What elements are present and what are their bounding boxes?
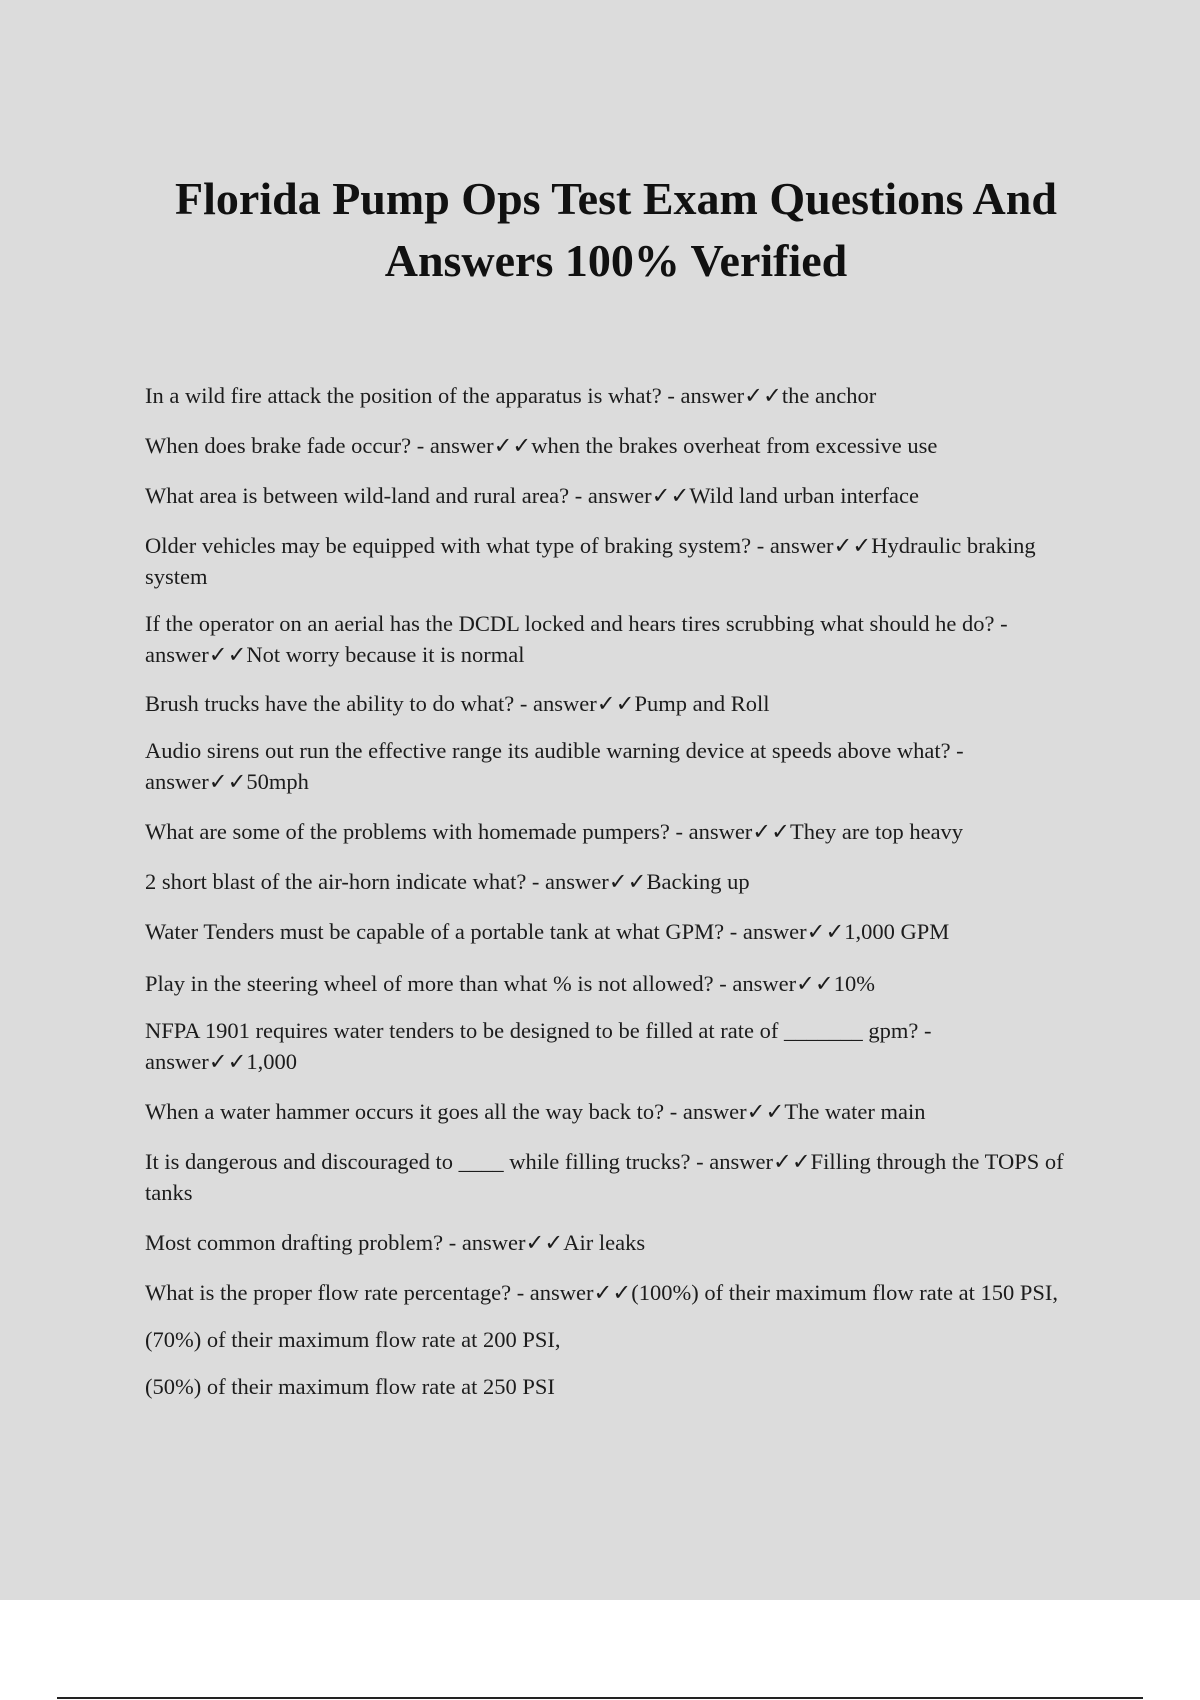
qa-item: When does brake fade occur? - answer✓✓when the brakes overheat from excessive use (145, 433, 938, 458)
qa-item: What area is between wild-land and rural area? - answer✓✓Wild land urban interface (145, 483, 919, 508)
qa-item: If the operator on an aerial has the DCDL locked and hears tires scrubbing what should he do? - answer✓✓Not worry because it is normal (145, 611, 1014, 667)
qa-item: Play in the steering wheel of more than what % is not allowed? - answer✓✓10% (145, 971, 876, 996)
qa-item: It is dangerous and discouraged to ____ while filling trucks? - answer✓✓Filling through the TOPS of tanks (145, 1149, 1070, 1205)
qa-item: NFPA 1901 requires water tenders to be designed to be filled at rate of _______ gpm? - answer✓✓1,000 (145, 1018, 938, 1074)
title-line-1: Florida Pump Ops Test Exam Questions And (175, 173, 1057, 224)
qa-item: Older vehicles may be equipped with what type of braking system? - answer✓✓Hydraulic braking system (145, 533, 1042, 589)
qa-item: (50%) of their maximum flow rate at 250 PSI (145, 1374, 555, 1399)
document-title (100, 168, 1132, 292)
qa-list (145, 380, 1085, 1402)
qa-item: 2 short blast of the air-horn indicate what? - answer✓✓Backing up (145, 869, 750, 894)
qa-item: When a water hammer occurs it goes all the way back to? - answer✓✓The water main (145, 1099, 926, 1124)
qa-item: Audio sirens out run the effective range its audible warning device at speeds above what? - answer✓✓50mph (145, 738, 970, 794)
qa-item: Water Tenders must be capable of a portable tank at what GPM? - answer✓✓1,000 GPM (145, 919, 950, 944)
qa-item: What is the proper flow rate percentage? - answer✓✓(100%) of their maximum flow rate at 150 PSI, (145, 1280, 1059, 1305)
qa-item: (70%) of their maximum flow rate at 200 PSI, (145, 1327, 561, 1352)
title-line-2: Answers 100% Verified (384, 235, 848, 286)
qa-item: What are some of the problems with homemade pumpers? - answer✓✓They are top heavy (145, 819, 964, 844)
qa-item: Most common drafting problem? - answer✓✓Air leaks (145, 1230, 646, 1255)
footer-divider (57, 1697, 1143, 1699)
qa-item: Brush trucks have the ability to do what? - answer✓✓Pump and Roll (145, 691, 770, 716)
qa-item: In a wild fire attack the position of the apparatus is what? - answer✓✓the anchor (145, 383, 877, 408)
